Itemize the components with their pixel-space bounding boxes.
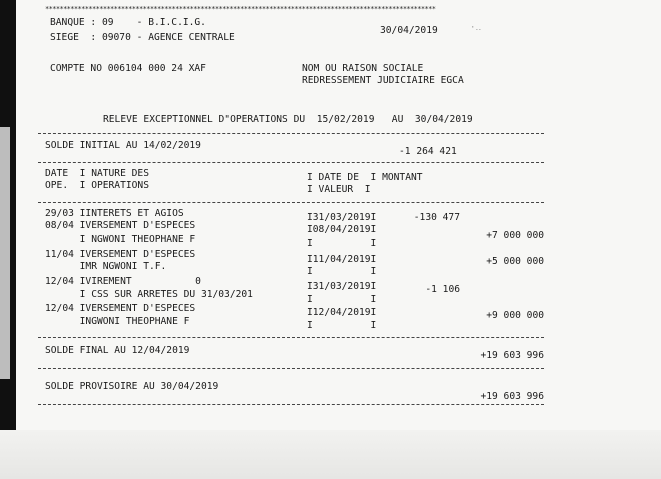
table-row-left: 11/04 IVERSEMENT D'ESPECES (45, 249, 196, 260)
table-row-value-date: I I (307, 266, 377, 277)
final-balance-label: SOLDE FINAL AU 12/04/2019 (45, 345, 190, 356)
final-balance-amount: +19 603 996 (480, 350, 544, 361)
table-row-debit: -130 477 (413, 212, 460, 223)
table-row-credit: +9 000 000 (486, 310, 544, 321)
divider-rule (38, 404, 544, 405)
opening-balance-amount: -1 264 421 (399, 146, 457, 157)
statement-title: RELEVE EXCEPTIONNEL D"OPERATIONS DU 15/02/2019 AU 30/04/2019 (103, 114, 473, 125)
column-header-right-1: I DATE DE I MONTANT (307, 172, 423, 183)
divider-rule (38, 133, 544, 134)
divider-rule (38, 162, 544, 163)
table-row-left: 12/04 IVIREMENT 0 (45, 276, 201, 287)
table-row-left: IMR NGWONI T.F. (45, 261, 167, 272)
table-row-left: 08/04 IVERSEMENT D'ESPECES (45, 220, 196, 231)
table-row-value-date: I08/04/2019I (307, 224, 377, 235)
table-row-left: I CSS SUR ARRETES DU 31/03/201 (45, 289, 253, 300)
page-bottom-shadow (0, 430, 661, 479)
table-row-value-date: I12/04/2019I (307, 307, 377, 318)
divider-rule (38, 337, 544, 338)
table-row-value-date: I11/04/2019I (307, 254, 377, 265)
table-row-debit: -1 106 (425, 284, 460, 295)
column-header-left-1: DATE I NATURE DES (45, 168, 149, 179)
branch-line: SIEGE : 09070 - AGENCE CENTRALE (50, 32, 235, 43)
provisional-balance-label: SOLDE PROVISOIRE AU 30/04/2019 (45, 381, 219, 392)
column-header-left-2: OPE. I OPERATIONS (45, 180, 149, 191)
table-row-value-date: I I (307, 238, 377, 249)
left-edge-bar (0, 127, 10, 379)
stars-border: ************************************************************************************************************ (45, 6, 436, 12)
table-row-left: 29/03 IINTERETS ET AGIOS (45, 208, 184, 219)
provisional-balance-amount: +19 603 996 (480, 391, 544, 402)
table-row-value-date: I31/03/2019I (307, 281, 377, 292)
account-number: COMPTE NO 006104 000 24 XAF (50, 63, 206, 74)
table-row-credit: +5 000 000 (486, 256, 544, 267)
table-row-value-date: I31/03/2019I (307, 212, 377, 223)
name-value: REDRESSEMENT JUDICIAIRE EGCA (302, 75, 464, 86)
table-row-credit: +7 000 000 (486, 230, 544, 241)
table-row-value-date: I I (307, 294, 377, 305)
bank-line: BANQUE : 09 - B.I.C.I.G. (50, 17, 206, 28)
faint-mark-icon: ·‥ (470, 23, 482, 33)
divider-rule (38, 368, 544, 369)
table-row-left: 12/04 IVERSEMENT D'ESPECES (45, 303, 196, 314)
table-row-value-date: I I (307, 320, 377, 331)
divider-rule (38, 202, 544, 203)
table-row-left: I NGWONI THEOPHANE F (45, 234, 196, 245)
column-header-right-2: I VALEUR I (307, 184, 371, 195)
statement-date: 30/04/2019 (380, 25, 438, 36)
table-row-left: INGWONI THEOPHANE F (45, 316, 190, 327)
name-label: NOM OU RAISON SOCIALE (302, 63, 424, 74)
opening-balance-label: SOLDE INITIAL AU 14/02/2019 (45, 140, 201, 151)
